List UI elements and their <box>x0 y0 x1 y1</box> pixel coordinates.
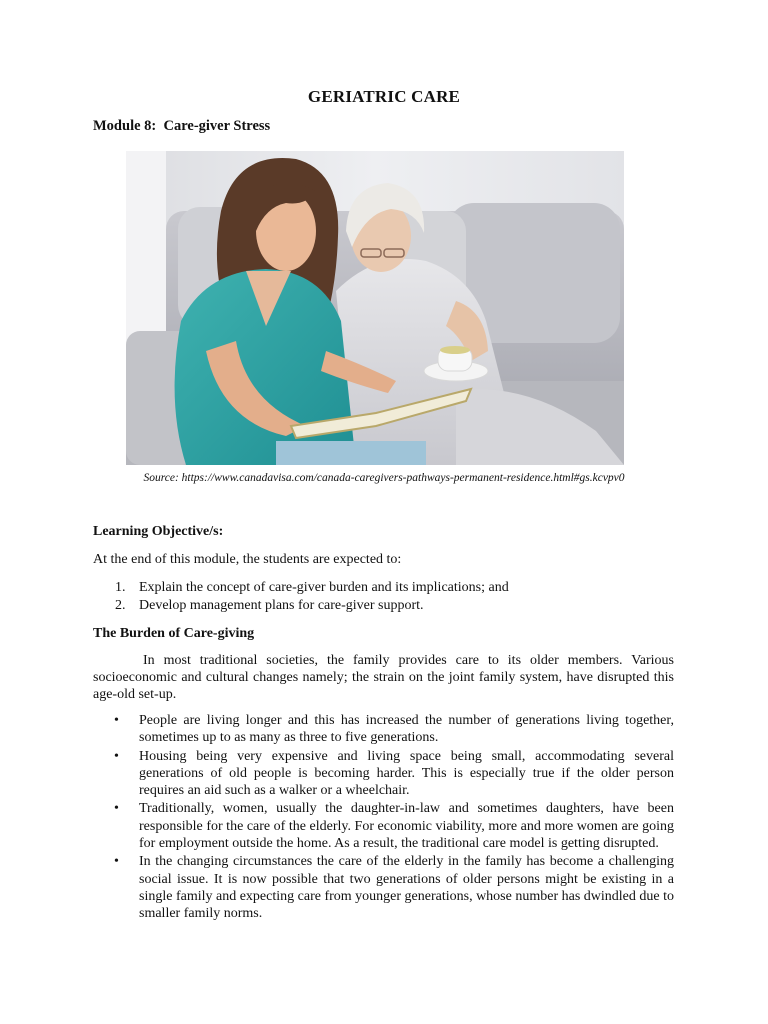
burden-intro: In most traditional societies, the family provides care to its older members. Various socioeconomic and cultural changes namely; the strain on the joint family system, have disrupted this age-old set-up. <box>93 653 674 702</box>
list-text: In the changing circumstances the care of the elderly in the family has become a challenging social issue. It is now possible that two generations of older persons might be existing in a single family and expecting care from younger generations, whose number has dwindled due to smaller family norms. <box>139 854 674 922</box>
list-item <box>93 712 674 747</box>
list-item <box>93 597 509 615</box>
list-text: Traditionally, women, usually the daughter-in-law and sometimes daughters, have been responsible for the care of the elderly. For economic viability, more and more women are going for employment outside the home. As a result, the traditional care model is getting disrupted. <box>139 801 674 852</box>
burden-bullets <box>93 712 674 924</box>
bullet-icon: • <box>114 713 119 728</box>
module-title: Module 8: Care-giver Stress <box>93 118 271 134</box>
list-number: 2. <box>115 598 126 613</box>
list-item <box>93 853 674 922</box>
image-caption: Source: https://www.canadavisa.com/canada-caregivers-pathways-permanent-residence.html#gs.kcvpv0 <box>143 472 625 484</box>
list-text: People are living longer and this has increased the number of generations living together, sometimes up to as many as three to five generations. <box>139 713 674 746</box>
document-title: GERIATRIC CARE <box>307 87 461 106</box>
caregiver-photo-illustration <box>126 151 624 465</box>
objectives-intro: At the end of this module, the students are expected to: <box>93 552 402 567</box>
list-number: 1. <box>115 580 126 595</box>
objectives-list <box>93 579 509 615</box>
bullet-icon: • <box>114 801 119 817</box>
list-text: Explain the concept of care-giver burden and its implications; and <box>139 580 509 595</box>
bullet-icon: • <box>114 854 119 870</box>
caregiver-photo <box>126 151 624 465</box>
burden-heading: The Burden of Care-giving <box>93 626 255 641</box>
objectives-heading: Learning Objective/s: <box>93 524 224 539</box>
list-item <box>93 748 674 800</box>
list-item <box>93 800 674 852</box>
bullet-icon: • <box>114 748 119 764</box>
list-text: Develop management plans for care-giver support. <box>139 598 424 613</box>
list-text: Housing being very expensive and living space being small, accommodating several generations of old people is becoming harder. This is especially true if the older person requires an aid such as a walker or a wheelchair. <box>139 748 674 799</box>
list-item <box>93 579 509 597</box>
